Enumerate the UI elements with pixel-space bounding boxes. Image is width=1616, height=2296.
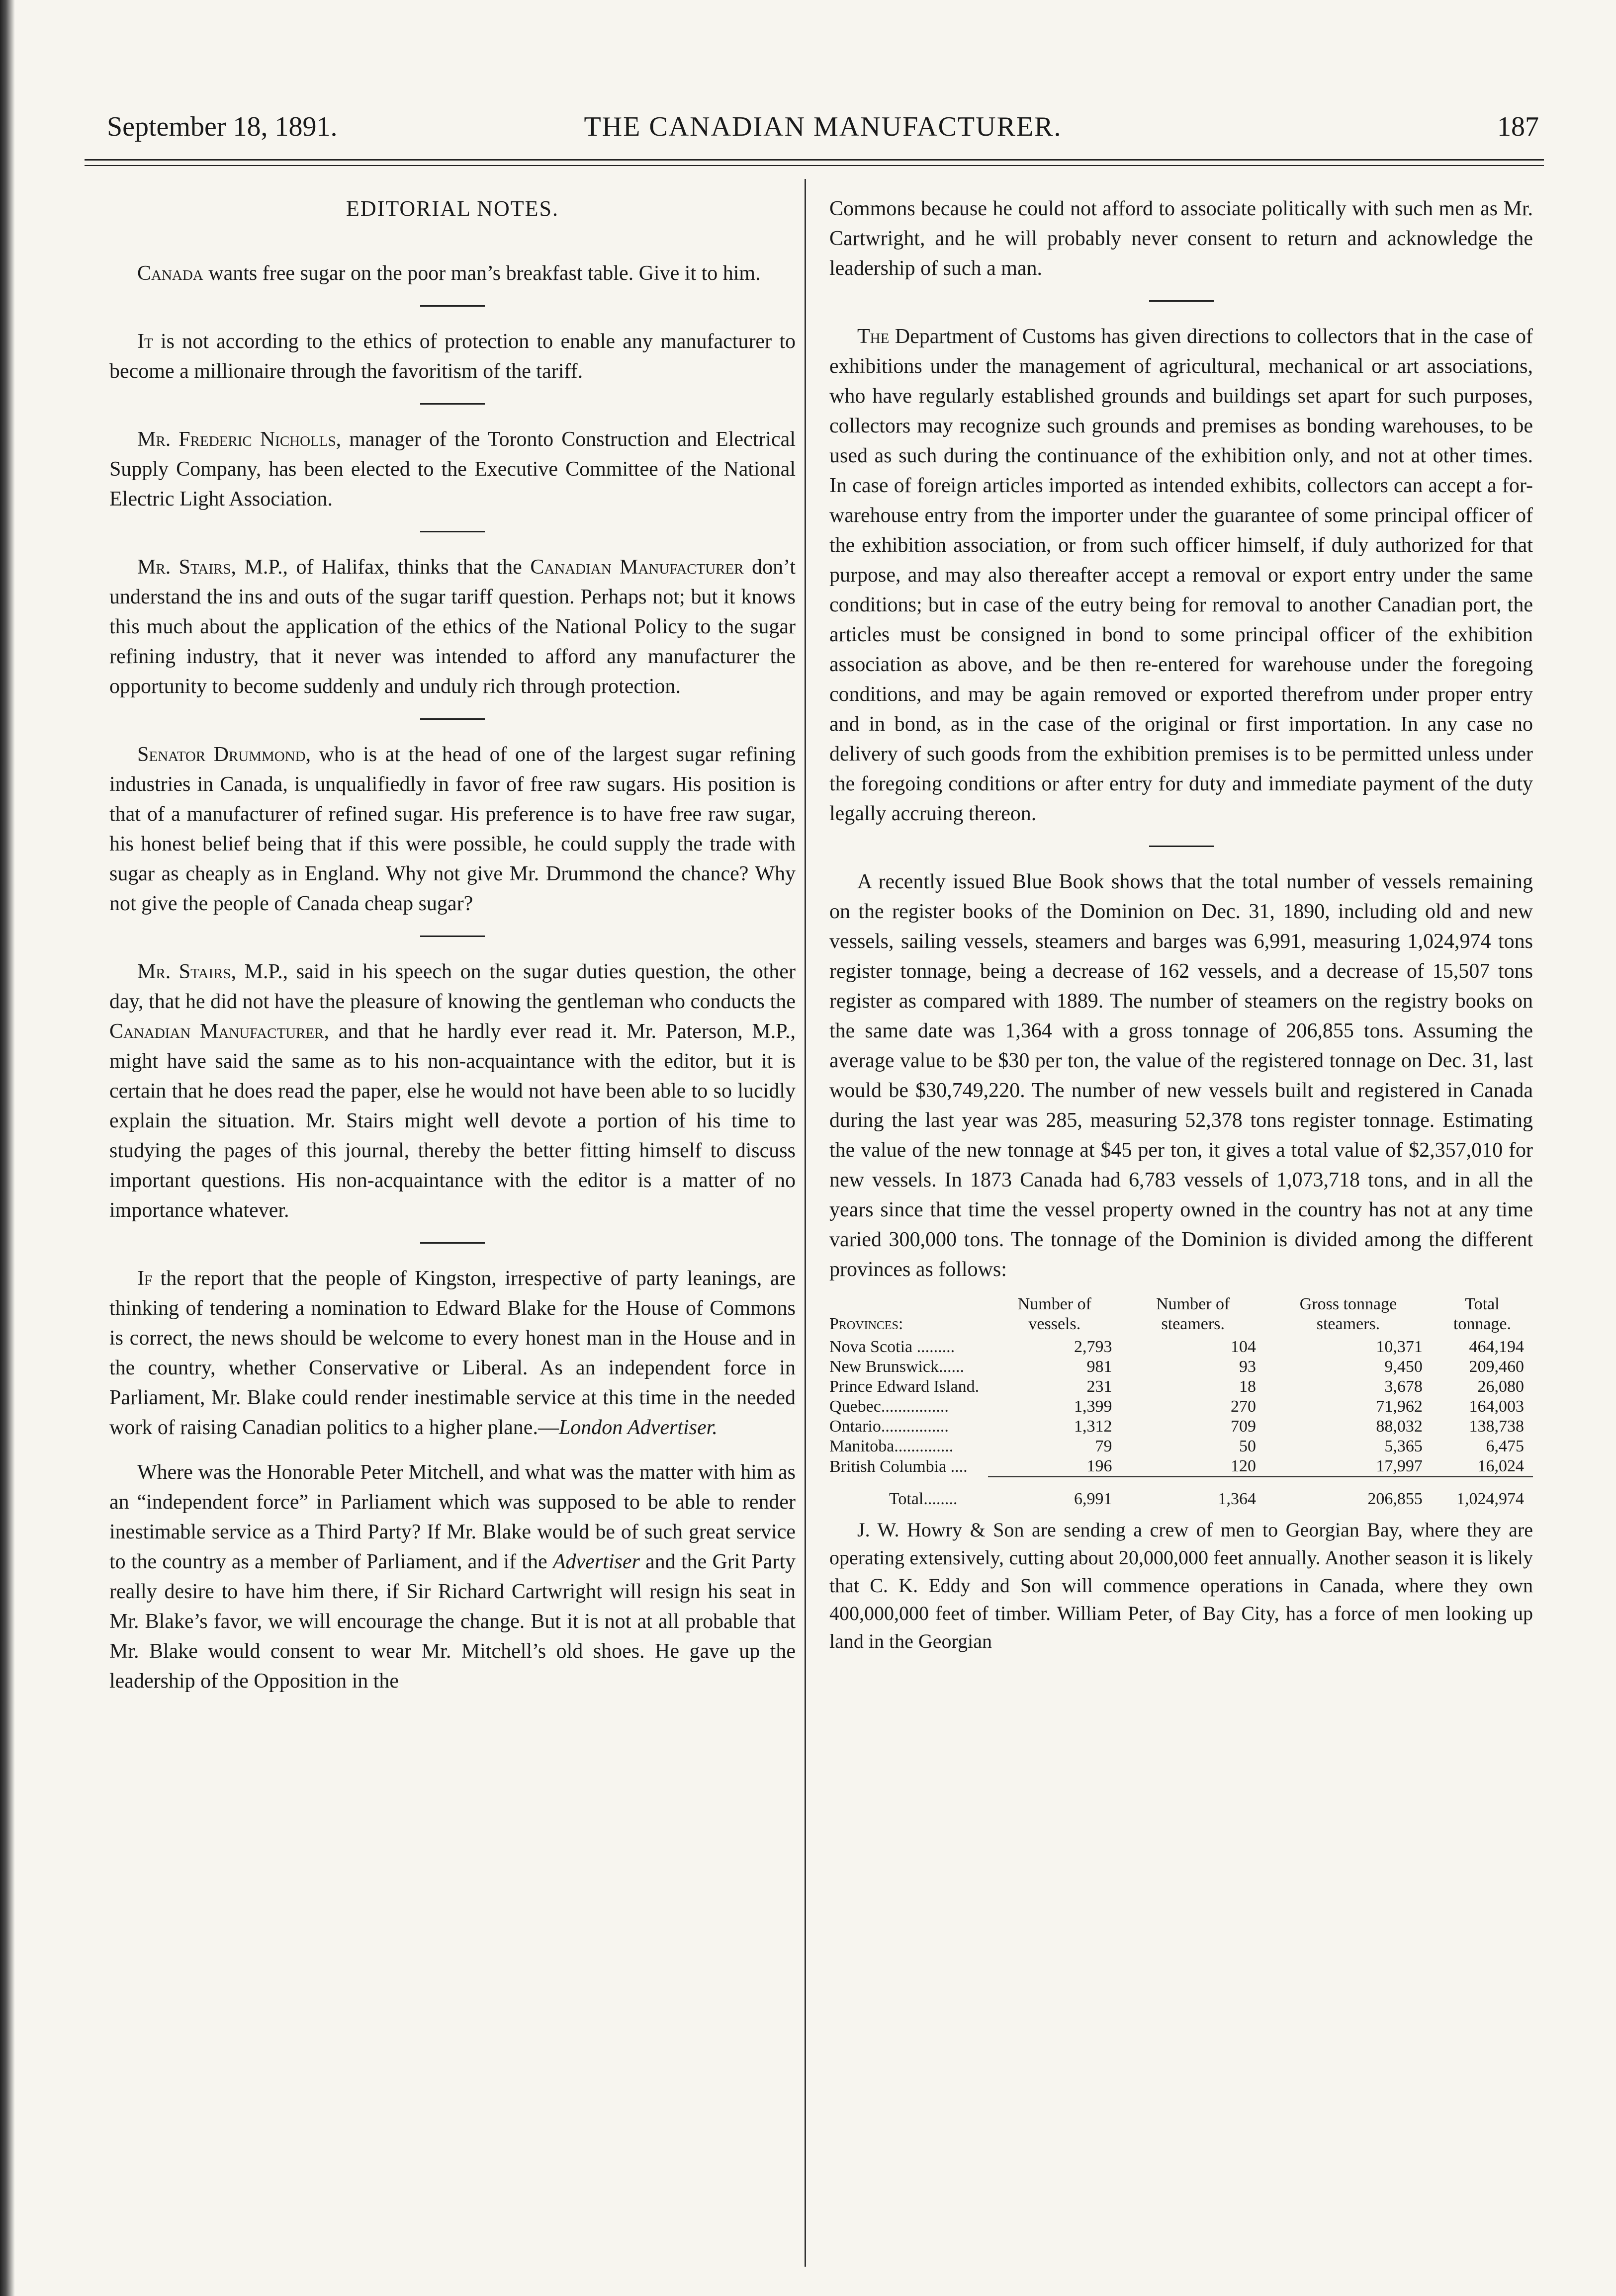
- note-drummond: Senator Drummond, who is at the head of one of the largest sugar refining industries in Canada, is unqualifiedly in favor of free raw sugars. His position is that of a manufacturer of refined sugar. His preference is to have free raw sugar, his honest belief being that if this were possible, he could supply the trade with sugar as cheaply as in England. Why not give Mr. Drummond the chance? Why not give the people of Canada cheap sugar?: [109, 743, 796, 915]
- table-row: Prince Edward Island. 231 18 3,678 26,080: [829, 1377, 1524, 1396]
- table-row: Ontario................ 1,312 709 88,032 138,738: [829, 1417, 1524, 1436]
- note-ethics-protection: It is not according to the ethics of protection to enable any manufacturer to become a millionaire through the favoritism of the tariff.: [109, 330, 796, 383]
- section-title: EDITORIAL NOTES.: [346, 196, 559, 221]
- note-stairs-tariff: Mr. Stairs, M.P., of Halifax, thinks that the Canadian Manufacturer don’t understand the ins and outs of the sugar tariff question. Perhaps not; but it knows this much about the application of the ethics of the National Policy to the sugar refining industry, that it never was intended to afford any manufacturer the opportunity to become suddenly and unduly rich through protection.: [109, 556, 796, 698]
- column-header: Provinces:: [829, 1315, 903, 1333]
- publication-title: THE CANADIAN MANUFACTURER.: [584, 111, 1062, 142]
- note-blue-book: A recently issued Blue Book shows that the total number of vessels remaining on the register books of the Dominion on Dec. 31, 1890, including old and new vessels, sailing vessels, steamers and barges was 6,991, measuring 1,024,974 tons register tonnage, being a decrease of 162 vessels, and a decrease of 15,507 tons register as compared with 1889. The number of steamers on the registry books on the same date was 1,364 with a gross tonnage of 206,855 tons. Assuming the average value to be $30 per ton, the value of the registered tonnage on Dec. 31, last would be $30,749,220. The number of new vessels built and registered in Canada during the last year was 285, measuring 52,378 tons register tonnage. Estimating the value of the new tonnage at $45 per ton, it gives a total value of $2,357,010 for new vessels. In 1873 Canada had 6,783 vessels of 1,073,718 tons, and in all the years since that time the vessel property owned in the country has not at any time varied 300,000 tons. The tonnage of the Dominion is divided among the different provinces as follows:: [829, 870, 1533, 1281]
- binding-edge: [0, 0, 15, 2296]
- header-rule: [85, 159, 1544, 161]
- note-continuation: Commons because he could not afford to associate politically with such men as Mr. Cartwright, and he will probably never consent to return and acknowledge the leadership of such a man.: [829, 197, 1533, 280]
- note-separator: [420, 305, 485, 307]
- column-header: Number of steamers.: [1156, 1295, 1230, 1333]
- note-free-sugar: Canada wants free sugar on the poor man’s breakfast table. Give it to him.: [137, 262, 761, 285]
- table-total-row: Total........ 6,991 1,364 206,855 1,024,974: [829, 1477, 1533, 1509]
- column-header: Total tonnage.: [1453, 1295, 1512, 1333]
- column-divider: [805, 179, 806, 2267]
- note-howry-lumber: J. W. Howry & Son are sending a crew of men to Georgian Bay, where they are operating extensively, cutting about 20,000,000 feet annually. Another season it is likely that C. K. Eddy and Son will commence operations in Canada, where they own 400,000,000 feet of timber. William Peter, of Bay City, has a force of men looking up land in the Georgian: [829, 1519, 1533, 1652]
- column-header: Number of vessels.: [1017, 1295, 1091, 1333]
- note-separator: [420, 403, 485, 405]
- column-header: Gross tonnage steamers.: [1299, 1295, 1397, 1333]
- note-separator: [1149, 300, 1214, 302]
- table-row: British Columbia .... 196 120 17,997 16,024: [829, 1457, 1524, 1476]
- note-mitchell: Where was the Honorable Peter Mitchell, and what was the matter with him as an “independent force” in Parliament which was supposed to be able to render inestimable service as a Third Party? If Mr. Blake would be of such great service to the country as a member of Parliament, and if the Advertiser and the Grit Party really desire to have him there, if Sir Richard Cartwright will resign his seat in Mr. Blake’s favor, we will encourage the change. But it is not at all probable that Mr. Blake would consent to wear Mr. Mitchell’s old shoes. He gave up the leadership of the Opposition in the: [109, 1461, 796, 1693]
- header-rule-thin: [85, 165, 1544, 166]
- note-separator: [1149, 846, 1214, 847]
- table-header-row: [829, 1294, 1533, 1337]
- note-separator: [420, 1242, 485, 1244]
- note-separator: [420, 935, 485, 937]
- right-column: [829, 194, 1533, 1655]
- issue-date: September 18, 1891.: [107, 111, 338, 142]
- note-customs-exhibitions: The Department of Customs has given directions to collectors that in the case of exhibitions under the management of agricultural, mechanical or art associations, who have regularly established grounds and buildings set apart for such purposes, collectors may recognize such grounds and premises as bonding warehouses, to be used as such during the continuance of the exhibition only, and not at other times. In case of foreign articles imported as intended exhibits, collectors can accept a for-warehouse entry from the importer under the guarantee of some principal officer of the exhibition association, or from such officer himself, if duly authorized for that purpose, and may also thereafter accept a removal or export entry under the same conditions; but in case of the eutry being for removal to another Canadian port, the articles must be consigned in bond to some principal officer of the exhibition association as above, and be then re-entered for warehouse under the foregoing conditions, and may be again removed or exported therefrom under proper entry and in bond, as in the case of the original or first importation. In any case no delivery of such goods from the exhibition premises is to be permitted unless under the foregoing conditions or after entry for duty and immediate payment of the duty legally accruing thereon.: [829, 325, 1533, 825]
- page-number: 187: [1497, 111, 1539, 142]
- page-header: [107, 109, 1539, 144]
- note-stairs-speech: Mr. Stairs, M.P., said in his speech on the sugar duties question, the other day, that he did not have the pleasure of knowing the gentleman who conducts the Canadian Manufacturer, and that he hardly ever read it. Mr. Paterson, M.P., might have said the same as to his non-acquaintance with the editor, but it is certain that he does read the paper, else he would not have been able to so lucidly explain the situation. Mr. Stairs might well devote a portion of his time to studying the pages of this journal, thereby the better fitting himself to discuss important questions. His non-acquaintance with the editor is a matter of no importance whatever.: [109, 960, 796, 1222]
- table-row: New Brunswick...... 981 93 9,450 209,460: [829, 1358, 1524, 1376]
- note-separator: [420, 718, 485, 720]
- tonnage-table: [829, 1294, 1533, 1509]
- note-kingston-blake: If the report that the people of Kingston, irrespective of party leanings, are thinking of tendering a nomination to Edward Blake for the House of Commons is correct, the news should be welcome to every honest man in the House and in the country, whether Conservative or Liberal. As an independent force in Parliament, Mr. Blake could render inestimable service at this time in the needed work of raising Canadian politics to a higher plane.—London Advertiser.: [109, 1267, 796, 1439]
- table-row: Nova Scotia ......... 2,793 104 10,371 464,194: [829, 1338, 1524, 1356]
- left-column: [109, 194, 796, 1696]
- table-row: Manitoba.............. 79 50 5,365 6,475: [829, 1437, 1524, 1455]
- note-nicholls: Mr. Frederic Nicholls, manager of the Toronto Construction and Electrical Supply Company, has been elected to the Executive Committee of the National Electric Light Association.: [109, 428, 796, 510]
- table-row: Quebec................ 1,399 270 71,962 164,003: [829, 1397, 1524, 1416]
- note-separator: [420, 531, 485, 532]
